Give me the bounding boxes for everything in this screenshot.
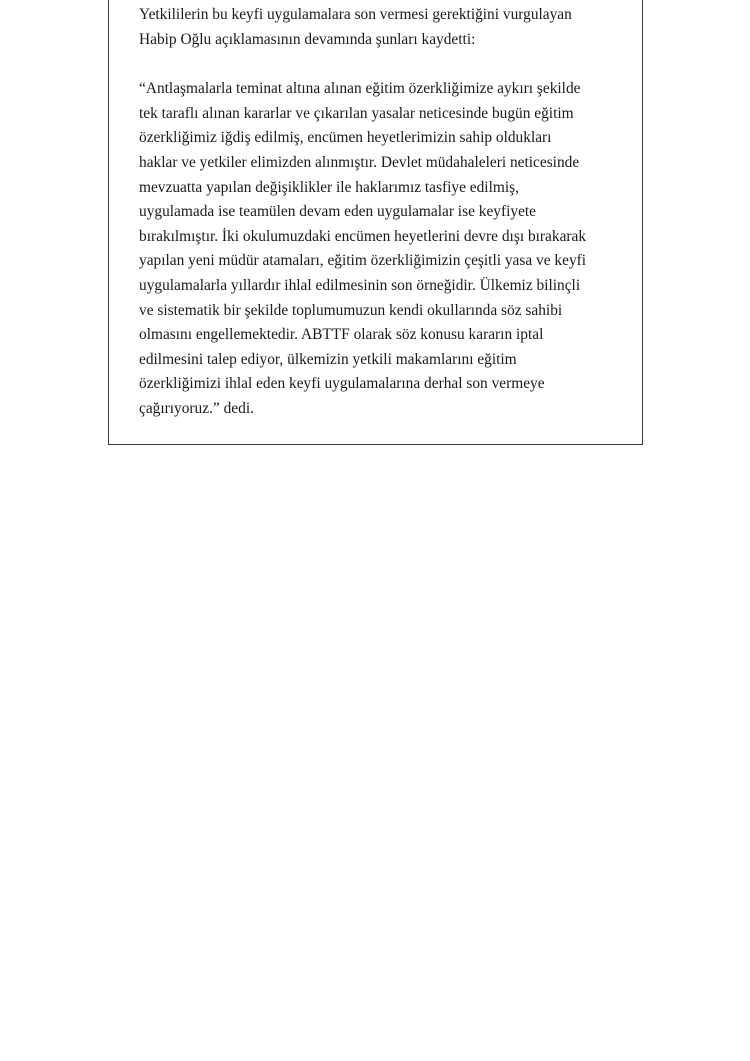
quote-line: “Antlaşmalarla teminat altına alınan eğitim özerkliğimize aykırı şekilde [139,80,581,98]
quote-line: tek taraflı alınan kararlar ve çıkarılan yasalar neticesinde bugün eğitim [139,104,574,122]
quote-line: özerkliğimizi ihlal eden keyfi uygulamalarına derhal son vermeye [139,375,545,393]
quote-line: olmasını engellemektedir. ABTTF olarak söz konusu kararın iptal [139,326,544,344]
quote-line: özerkliğimiz iğdiş edilmiş, encümen heyetlerimizin sahip oldukları [139,129,552,147]
article-text-box [108,0,643,445]
quote-line: yapılan yeni müdür atamaları, eğitim özerkliğimizin çeşitli yasa ve keyfi [139,252,587,270]
quote-line: uygulamada ise teamülen devam eden uygulamalar ise keyfiyete [139,203,537,221]
intro-line: Yetkililerin bu keyfi uygulamalara son vermesi gerektiğini vurgulayan [139,6,572,23]
quote-line: haklar ve yetkiler elimizden alınmıştır. Devlet müdahaleleri neticesinde [139,153,580,171]
quote-line: ve sistematik bir şekilde toplumumuzun kendi okullarında söz sahibi [139,301,563,319]
quote-line: edilmesini talep ediyor, ülkemizin yetkili makamlarını eğitim [139,350,517,368]
intro-paragraph [139,0,622,52]
intro-line: Habip Oğlu açıklamasının devamında şunları kaydetti: [139,30,476,48]
quote-line: uygulamalarla yıllardır ihlal edilmesinin son örneğidir. Ülkemiz bilinçli [139,276,581,294]
quote-line: çağırıyoruz.” dedi. [139,399,254,417]
quote-paragraph [139,77,622,421]
quote-line: mevzuatta yapılan değişiklikler ile haklarımız tasfiye edilmiş, [139,178,519,196]
quote-line: bırakılmıştır. İki okulumuzdaki encümen heyetlerini devre dışı bırakarak [139,227,587,245]
